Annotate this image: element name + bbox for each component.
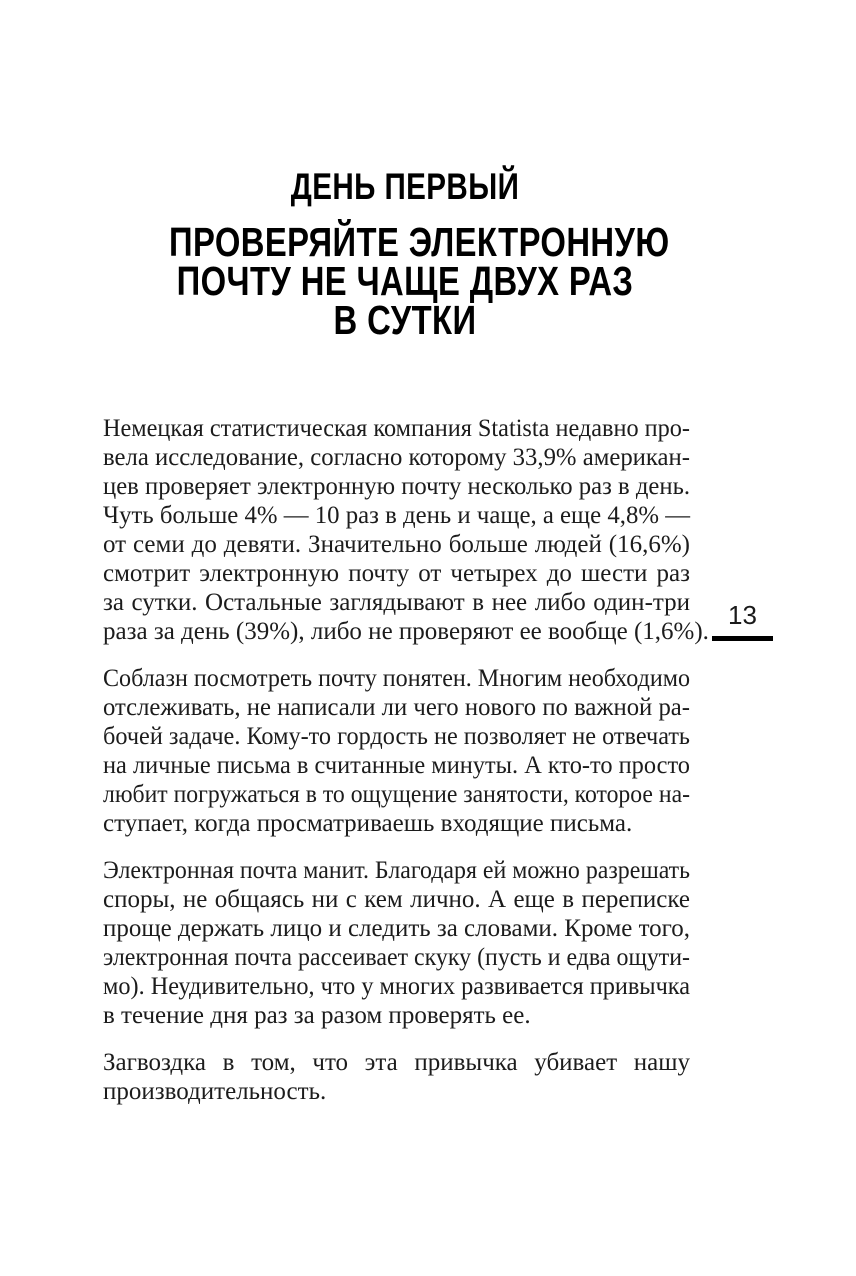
- paragraph: [103, 1048, 690, 1106]
- body-line: Соблазн посмотреть почту понятен. Многим необходимо: [103, 665, 690, 692]
- body-line: Загвоздка в том, что эта привычка убивает нашу: [103, 1049, 690, 1076]
- body-line: отслеживать, не написали ли чего нового по важной ра-: [103, 694, 690, 721]
- body-line: Чуть больше 4% — 10 раз в день и чаще, а еще 4,8% —: [103, 502, 690, 529]
- body-line: в течение дня раз за разом проверять ее.: [103, 1002, 531, 1029]
- body-line: мо). Неудивительно, что у многих развивается привычка: [103, 973, 690, 1000]
- body-text: [103, 414, 709, 1106]
- body-line: проще держать лицо и следить за словами. Кроме того,: [103, 915, 690, 942]
- body-line: за сутки. Остальные заглядывают в нее либо один-три: [103, 589, 690, 616]
- page-number-rule: [712, 636, 773, 641]
- body-line: раза за день (39%), либо не проверяют ее вообще (1,6%).: [103, 618, 709, 645]
- body-line: цев проверяет электронную почту несколько раз в день.: [103, 473, 690, 500]
- chapter-title-line: ПОЧТУ НЕ ЧАЩЕ ДВУХ РАЗ: [176, 258, 634, 304]
- body-line: электронная почта рассеивает скуку (пусть и едва ощути-: [103, 944, 690, 971]
- body-line: споры, не общаясь ни с кем лично. А еще в переписке: [103, 886, 690, 913]
- chapter-title-line: В СУТКИ: [333, 297, 477, 343]
- paragraph: [103, 414, 709, 646]
- chapter-title-line: ПРОВЕРЯЙТЕ ЭЛЕКТРОННУЮ: [169, 219, 670, 265]
- body-line: Немецкая статистическая компания Statista недавно про-: [103, 415, 690, 442]
- body-line: Электронная почта манит. Благодаря ей можно разрешать: [103, 857, 690, 884]
- body-line: бочей задаче. Кому-то гордость не позволяет не отвечать: [103, 723, 690, 750]
- chapter-title: [169, 219, 670, 343]
- body-line: любит погружаться в то ощущение занятости, которое на-: [103, 781, 690, 808]
- body-line: вела исследование, согласно которому 33,9% американ-: [103, 444, 690, 471]
- body-line: на личные письма в считанные минуты. А кто-то просто: [103, 752, 690, 779]
- paragraph: [103, 664, 690, 838]
- body-line: ступает, когда просматриваешь входящие письма.: [103, 810, 633, 837]
- page-number: 13: [728, 600, 757, 630]
- paragraph: [103, 856, 690, 1030]
- chapter-kicker: ДЕНЬ ПЕРВЫЙ: [290, 166, 520, 207]
- body-line: от семи до девяти. Значительно больше людей (16,6%): [103, 531, 690, 558]
- body-line: смотрит электронную почту от четырех до шести раз: [103, 560, 690, 587]
- body-line: производительность.: [103, 1078, 327, 1105]
